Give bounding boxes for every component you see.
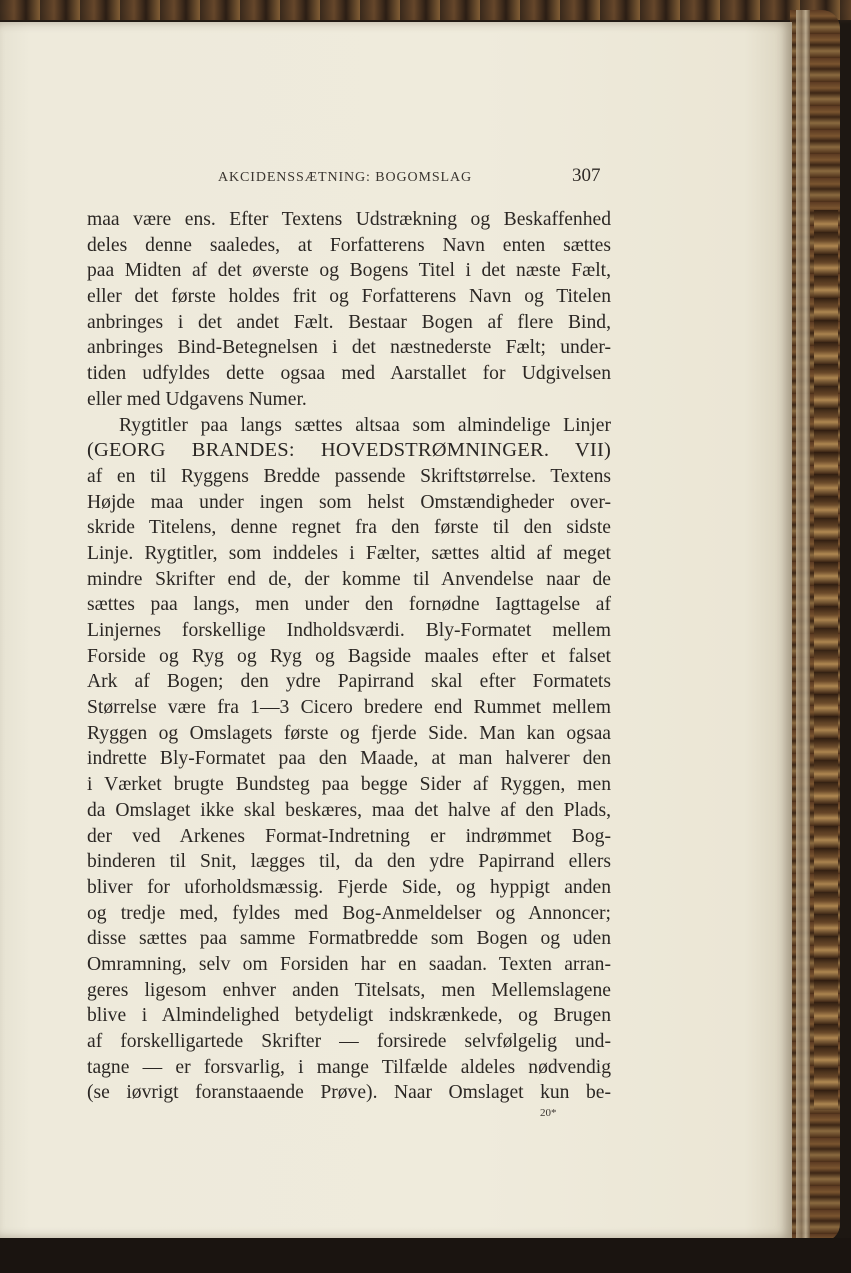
text-line: deles denne saaledes, at Forfatterens Navn enten sættes (87, 234, 611, 256)
book-page (0, 22, 792, 1238)
text-line: sættes paa langs, men under den fornødne Iagttagelse af (87, 594, 611, 616)
text-line: geres ligesom enhver anden Titelsats, men Mellemslagene (87, 979, 611, 1001)
text-line: og tredje med, fyldes med Bog-Anmeldelser og Annoncer; (87, 902, 611, 924)
page-number: 307 (572, 165, 601, 186)
text-line: blive i Almindelighed betydeligt indskrænkede, og Brugen (87, 1005, 611, 1027)
text-line: Linjernes forskellige Indholdsværdi. Bly-Formatet mellem (87, 620, 611, 641)
book-top-edge (0, 0, 851, 20)
signature-mark: 20* (540, 1107, 557, 1119)
text-line: af en til Ryggens Bredde passende Skriftstørrelse. Textens (87, 465, 611, 487)
text-line: da Omslaget ikke skal beskæres, maa det halve af den Plads, (87, 799, 611, 821)
text-line: der ved Arkenes Format-Indretning er indrømmet Bog- (87, 825, 611, 847)
text-line: mindre Skrifter end de, der komme til Anvendelse naar de (87, 568, 611, 590)
text-line: Forside og Ryg og Ryg og Bagside maales efter et falset (87, 645, 611, 667)
text-line: maa være ens. Efter Textens Udstrækning og Beskaffenhed (87, 209, 611, 230)
text-line: bliver for uforholdsmæssig. Fjerde Side, og hyppigt anden (87, 876, 611, 898)
text-line: Ryggen og Omslagets første og fjerde Side. Man kan ogsaa (87, 722, 611, 744)
text-line: skride Titelens, denne regnet fra den første til den sidste (87, 517, 611, 539)
text-line: (se iøvrigt foranstaaende Prøve). Naar Omslaget kun be- (87, 1082, 611, 1104)
paragraph-start-line: Rygtitler paa langs sættes altsaa som almindelige Linjer (119, 414, 611, 436)
page-header (0, 165, 792, 194)
text-line: i Værket brugte Bundsteg paa begge Sider af Ryggen, men (87, 774, 611, 796)
text-line: paa Midten af det øverste og Bogens Titel i det næste Fælt, (87, 260, 611, 282)
text-line: indrette Bly-Formatet paa den Maade, at man halverer den (87, 748, 611, 770)
text-line-capitals: (GEORG BRANDES: HOVEDSTRØMNINGER. VII) (87, 439, 611, 462)
text-line: Ark af Bogen; den ydre Papirrand skal efter Formatets (87, 671, 611, 693)
text-line: anbringes Bind-Betegnelsen i det næstnederste Fælt; under- (87, 337, 611, 359)
text-line: Linje. Rygtitler, som inddeles i Fælter, sættes altid af meget (87, 542, 611, 564)
body-text (87, 207, 611, 1106)
text-line: tagne — er forsvarlig, i mange Tilfælde aldeles nødvendig (87, 1056, 611, 1078)
text-line: tiden udfyldes dette ogsaa med Aarstallet for Udgivelsen (87, 363, 611, 385)
text-line: eller med Udgavens Numer. (87, 388, 307, 410)
text-line: eller det første holdes frit og Forfatterens Navn og Titelen (87, 286, 611, 308)
text-line: Størrelse være fra 1—3 Cicero bredere end Rummet mellem (87, 697, 611, 719)
text-line: disse sættes paa samme Formatbredde som Bogen og uden (87, 928, 611, 950)
running-head: AKCIDENSSÆTNING: BOGOMSLAG (218, 170, 473, 185)
book-bottom-edge (0, 1238, 851, 1273)
text-line: binderen til Snit, lægges til, da den ydre Papirrand ellers (87, 851, 611, 873)
text-line: anbringes i det andet Fælt. Bestaar Bogen af flere Bind, (87, 311, 611, 333)
text-line: Omramning, selv om Forsiden har en saadan. Texten arran- (87, 953, 611, 975)
text-line: Højde maa under ingen som helst Omstændigheder over- (87, 491, 611, 513)
text-line: af forskelligartede Skrifter — forsirede selvfølgelig und- (87, 1031, 611, 1052)
book-cover-edge (790, 10, 840, 1242)
